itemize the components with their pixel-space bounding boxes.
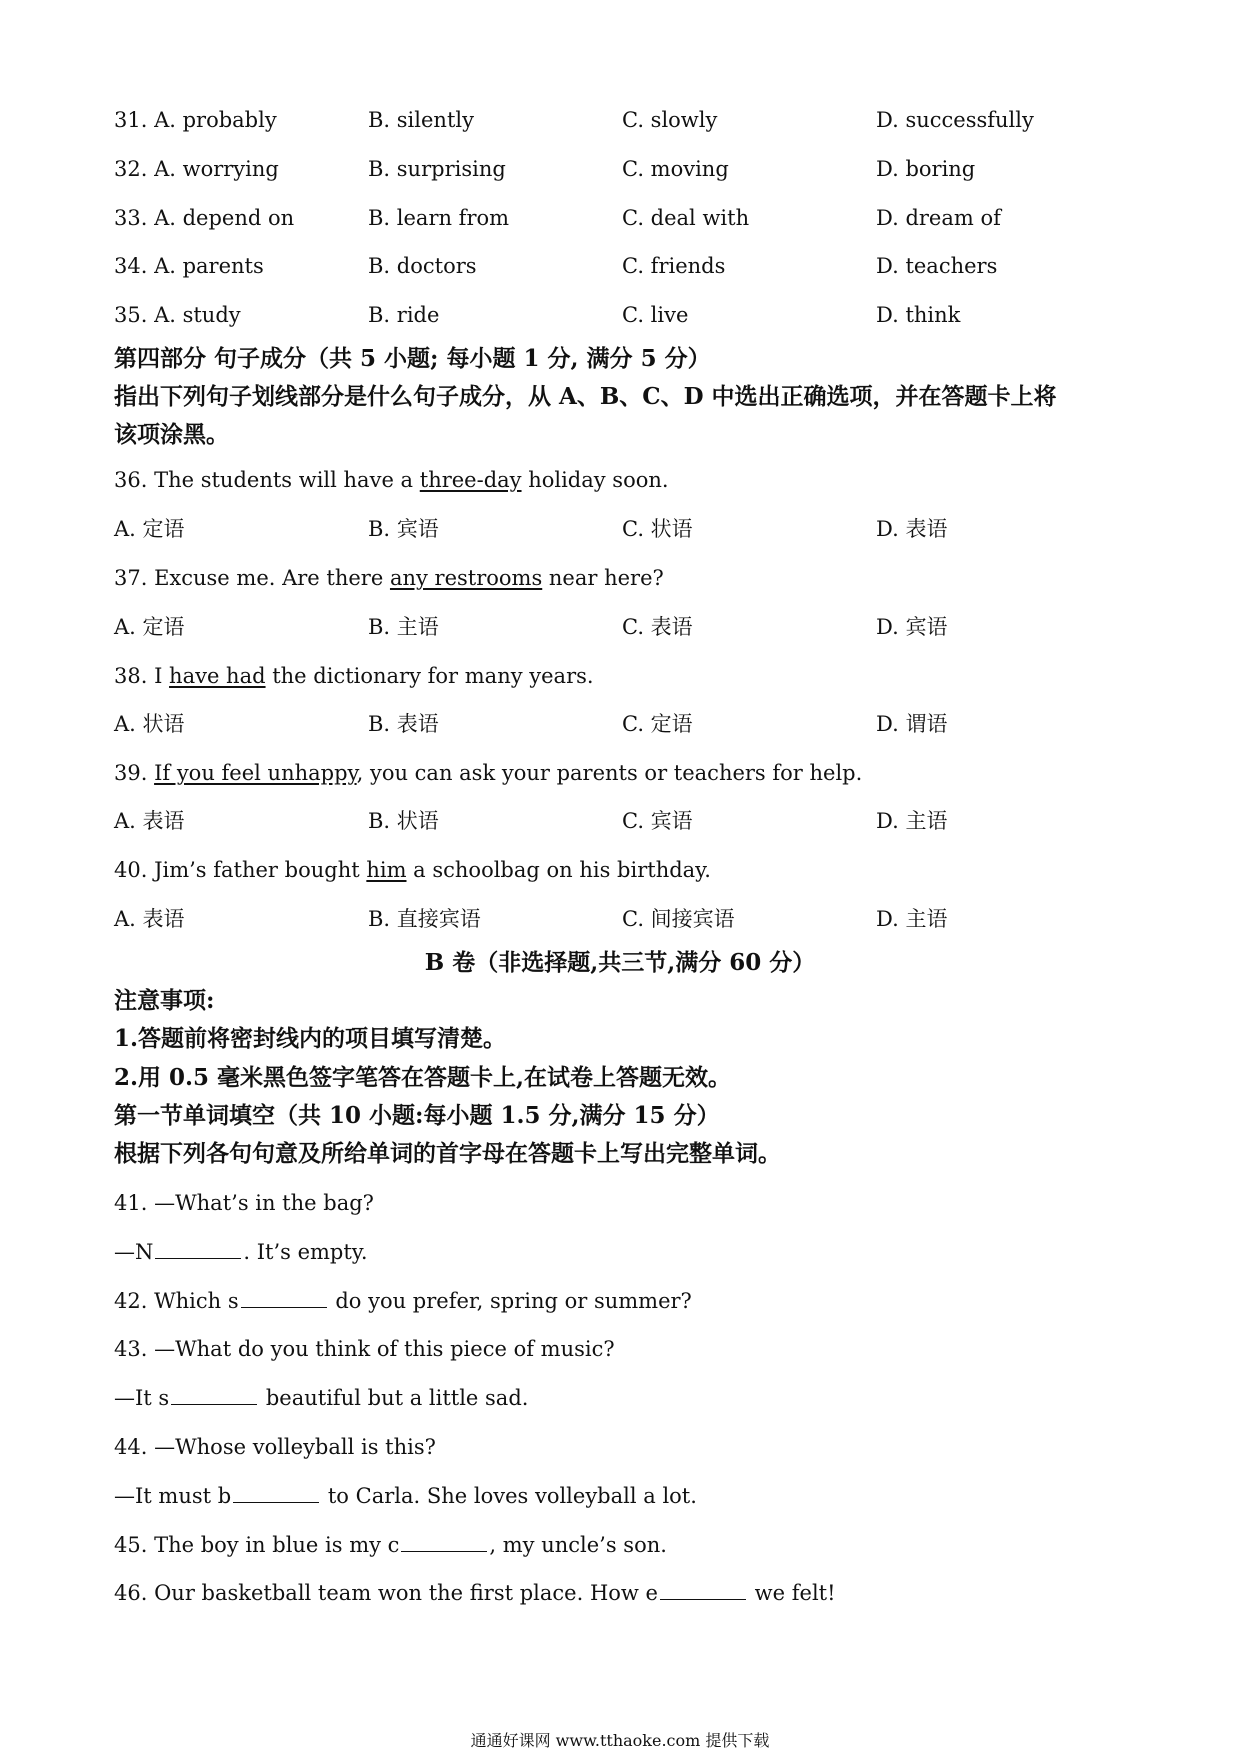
text-after-blank: beautiful but a little sad.	[259, 1386, 529, 1410]
answer-row-36	[114, 513, 1124, 545]
option-row-35	[114, 299, 1124, 331]
question-38	[114, 660, 594, 692]
option-b: B. 状语	[368, 809, 439, 833]
question-40	[114, 854, 711, 886]
option-row-34	[114, 250, 1124, 282]
option-b: B. 直接宾语	[368, 907, 481, 931]
answer-blank[interactable]	[233, 1482, 319, 1503]
answer-blank[interactable]	[155, 1238, 241, 1259]
option-c: C. friends	[622, 254, 726, 278]
question-text-end: holiday soon.	[521, 468, 669, 492]
text-before-blank: —It s	[114, 1386, 170, 1410]
option-c: C. moving	[622, 157, 729, 181]
underlined-part: If you feel unhappy	[154, 761, 357, 785]
question-text: 40. Jim’s father bought	[114, 858, 367, 882]
text-before-blank: —It must b	[114, 1484, 232, 1508]
answer-blank[interactable]	[171, 1384, 257, 1405]
option-d: D. 主语	[876, 809, 948, 833]
option-d: D. think	[876, 303, 961, 327]
underlined-part: have had	[169, 664, 266, 688]
option-a: 31. A. probably	[114, 108, 277, 132]
question-text: 39.	[114, 761, 155, 785]
option-b: B. 表语	[368, 712, 439, 736]
question-43: 43. —What do you think of this piece of music?	[114, 1337, 615, 1361]
option-row-32	[114, 153, 1124, 185]
text-after-blank: to Carla. She loves volleyball a lot.	[321, 1484, 697, 1508]
option-d: D. 主语	[876, 907, 948, 931]
option-d: D. successfully	[876, 108, 1034, 132]
option-c: C. 间接宾语	[622, 907, 735, 931]
section1-title: 第一节单词填空（共 10 小题:每小题 1.5 分,满分 15 分）	[114, 1102, 720, 1129]
question-text-end: the dictionary for many years.	[265, 664, 594, 688]
question-text: 37. Excuse me. Are there	[114, 566, 390, 590]
option-d: D. 宾语	[876, 615, 948, 639]
answer-blank[interactable]	[241, 1287, 327, 1308]
option-a: 33. A. depend on	[114, 206, 295, 230]
question-41: 41. —What’s in the bag?	[114, 1191, 374, 1215]
text-after-blank: we felt!	[747, 1581, 836, 1605]
notice-item-1: 1.答题前将密封线内的项目填写清楚。	[114, 1025, 507, 1052]
option-b: B. silently	[368, 108, 474, 132]
text-before-blank: 45. The boy in blue is my c	[114, 1533, 400, 1557]
part4-instruction: 指出下列句子划线部分是什么句子成分，从 A、B、C、D 中选出正确选项，并在答题卡上将	[114, 383, 1057, 410]
text-before-blank: 46. Our basketball team won the first place. How e	[114, 1581, 658, 1605]
part4-title: 第四部分 句子成分（共 5 小题; 每小题 1 分, 满分 5 分）	[114, 345, 711, 372]
question-text-end: , you can ask your parents or teachers for help.	[356, 761, 863, 785]
answer-row-40	[114, 903, 1124, 935]
option-c: C. live	[622, 303, 689, 327]
answer-blank[interactable]	[660, 1579, 746, 1600]
answer-row-37	[114, 611, 1124, 643]
option-a: A. 表语	[114, 907, 185, 931]
question-45	[114, 1529, 667, 1561]
footer-source: 通通好课网 www.tthaoke.com 提供下载	[470, 1731, 770, 1750]
question-43-answer	[114, 1382, 528, 1414]
option-a: A. 定语	[114, 615, 185, 639]
option-b: B. doctors	[368, 254, 477, 278]
option-a: 34. A. parents	[114, 254, 264, 278]
underlined-part: three-day	[419, 468, 522, 492]
option-row-33	[114, 202, 1124, 234]
option-d: D. dream of	[876, 206, 1001, 230]
option-b: B. 主语	[368, 615, 439, 639]
question-42	[114, 1285, 692, 1317]
question-36	[114, 464, 669, 496]
option-d: D. 表语	[876, 517, 948, 541]
question-46	[114, 1577, 836, 1609]
option-b: B. ride	[368, 303, 440, 327]
option-a: A. 定语	[114, 517, 185, 541]
question-text-end: a schoolbag on his birthday.	[406, 858, 711, 882]
question-text-end: near here?	[542, 566, 664, 590]
option-c: C. 表语	[622, 615, 693, 639]
answer-row-38	[114, 708, 1124, 740]
notice-item-2: 2.用 0.5 毫米黑色签字笔答在答题卡上,在试卷上答题无效。	[114, 1064, 732, 1091]
option-c: C. 宾语	[622, 809, 693, 833]
option-c: C. 状语	[622, 517, 693, 541]
part4-instruction-cont: 该项涂黑。	[114, 421, 229, 448]
option-b: B. learn from	[368, 206, 510, 230]
option-c: C. 定语	[622, 712, 693, 736]
part-b-title: B 卷（非选择题,共三节,满分 60 分）	[424, 949, 816, 976]
question-37	[114, 562, 664, 594]
question-41-answer	[114, 1236, 368, 1268]
answer-blank[interactable]	[401, 1531, 487, 1552]
text-before-blank: —N	[114, 1240, 154, 1264]
text-after-blank: do you prefer, spring or summer?	[328, 1289, 692, 1313]
question-39	[114, 757, 862, 789]
section1-instruction: 根据下列各句句意及所给单词的首字母在答题卡上写出完整单词。	[114, 1140, 781, 1167]
option-a: A. 表语	[114, 809, 185, 833]
option-d: D. teachers	[876, 254, 998, 278]
option-d: D. 谓语	[876, 712, 948, 736]
option-b: B. 宾语	[368, 517, 439, 541]
underlined-part: him	[366, 858, 407, 882]
answer-row-39	[114, 805, 1124, 837]
question-text: 36. The students will have a	[114, 468, 420, 492]
option-c: C. slowly	[622, 108, 718, 132]
question-44-answer	[114, 1480, 697, 1512]
text-after-blank: , my uncle’s son.	[489, 1533, 667, 1557]
text-before-blank: 42. Which s	[114, 1289, 239, 1313]
text-after-blank: . It’s empty.	[243, 1240, 368, 1264]
notice-heading: 注意事项:	[114, 987, 215, 1014]
option-d: D. boring	[876, 157, 976, 181]
option-a: A. 状语	[114, 712, 185, 736]
option-a: 35. A. study	[114, 303, 241, 327]
question-44: 44. —Whose volleyball is this?	[114, 1435, 436, 1459]
option-b: B. surprising	[368, 157, 506, 181]
option-c: C. deal with	[622, 206, 750, 230]
question-text: 38. I	[114, 664, 170, 688]
underlined-part: any restrooms	[389, 566, 543, 590]
option-row-31	[114, 104, 1124, 136]
option-a: 32. A. worrying	[114, 157, 279, 181]
